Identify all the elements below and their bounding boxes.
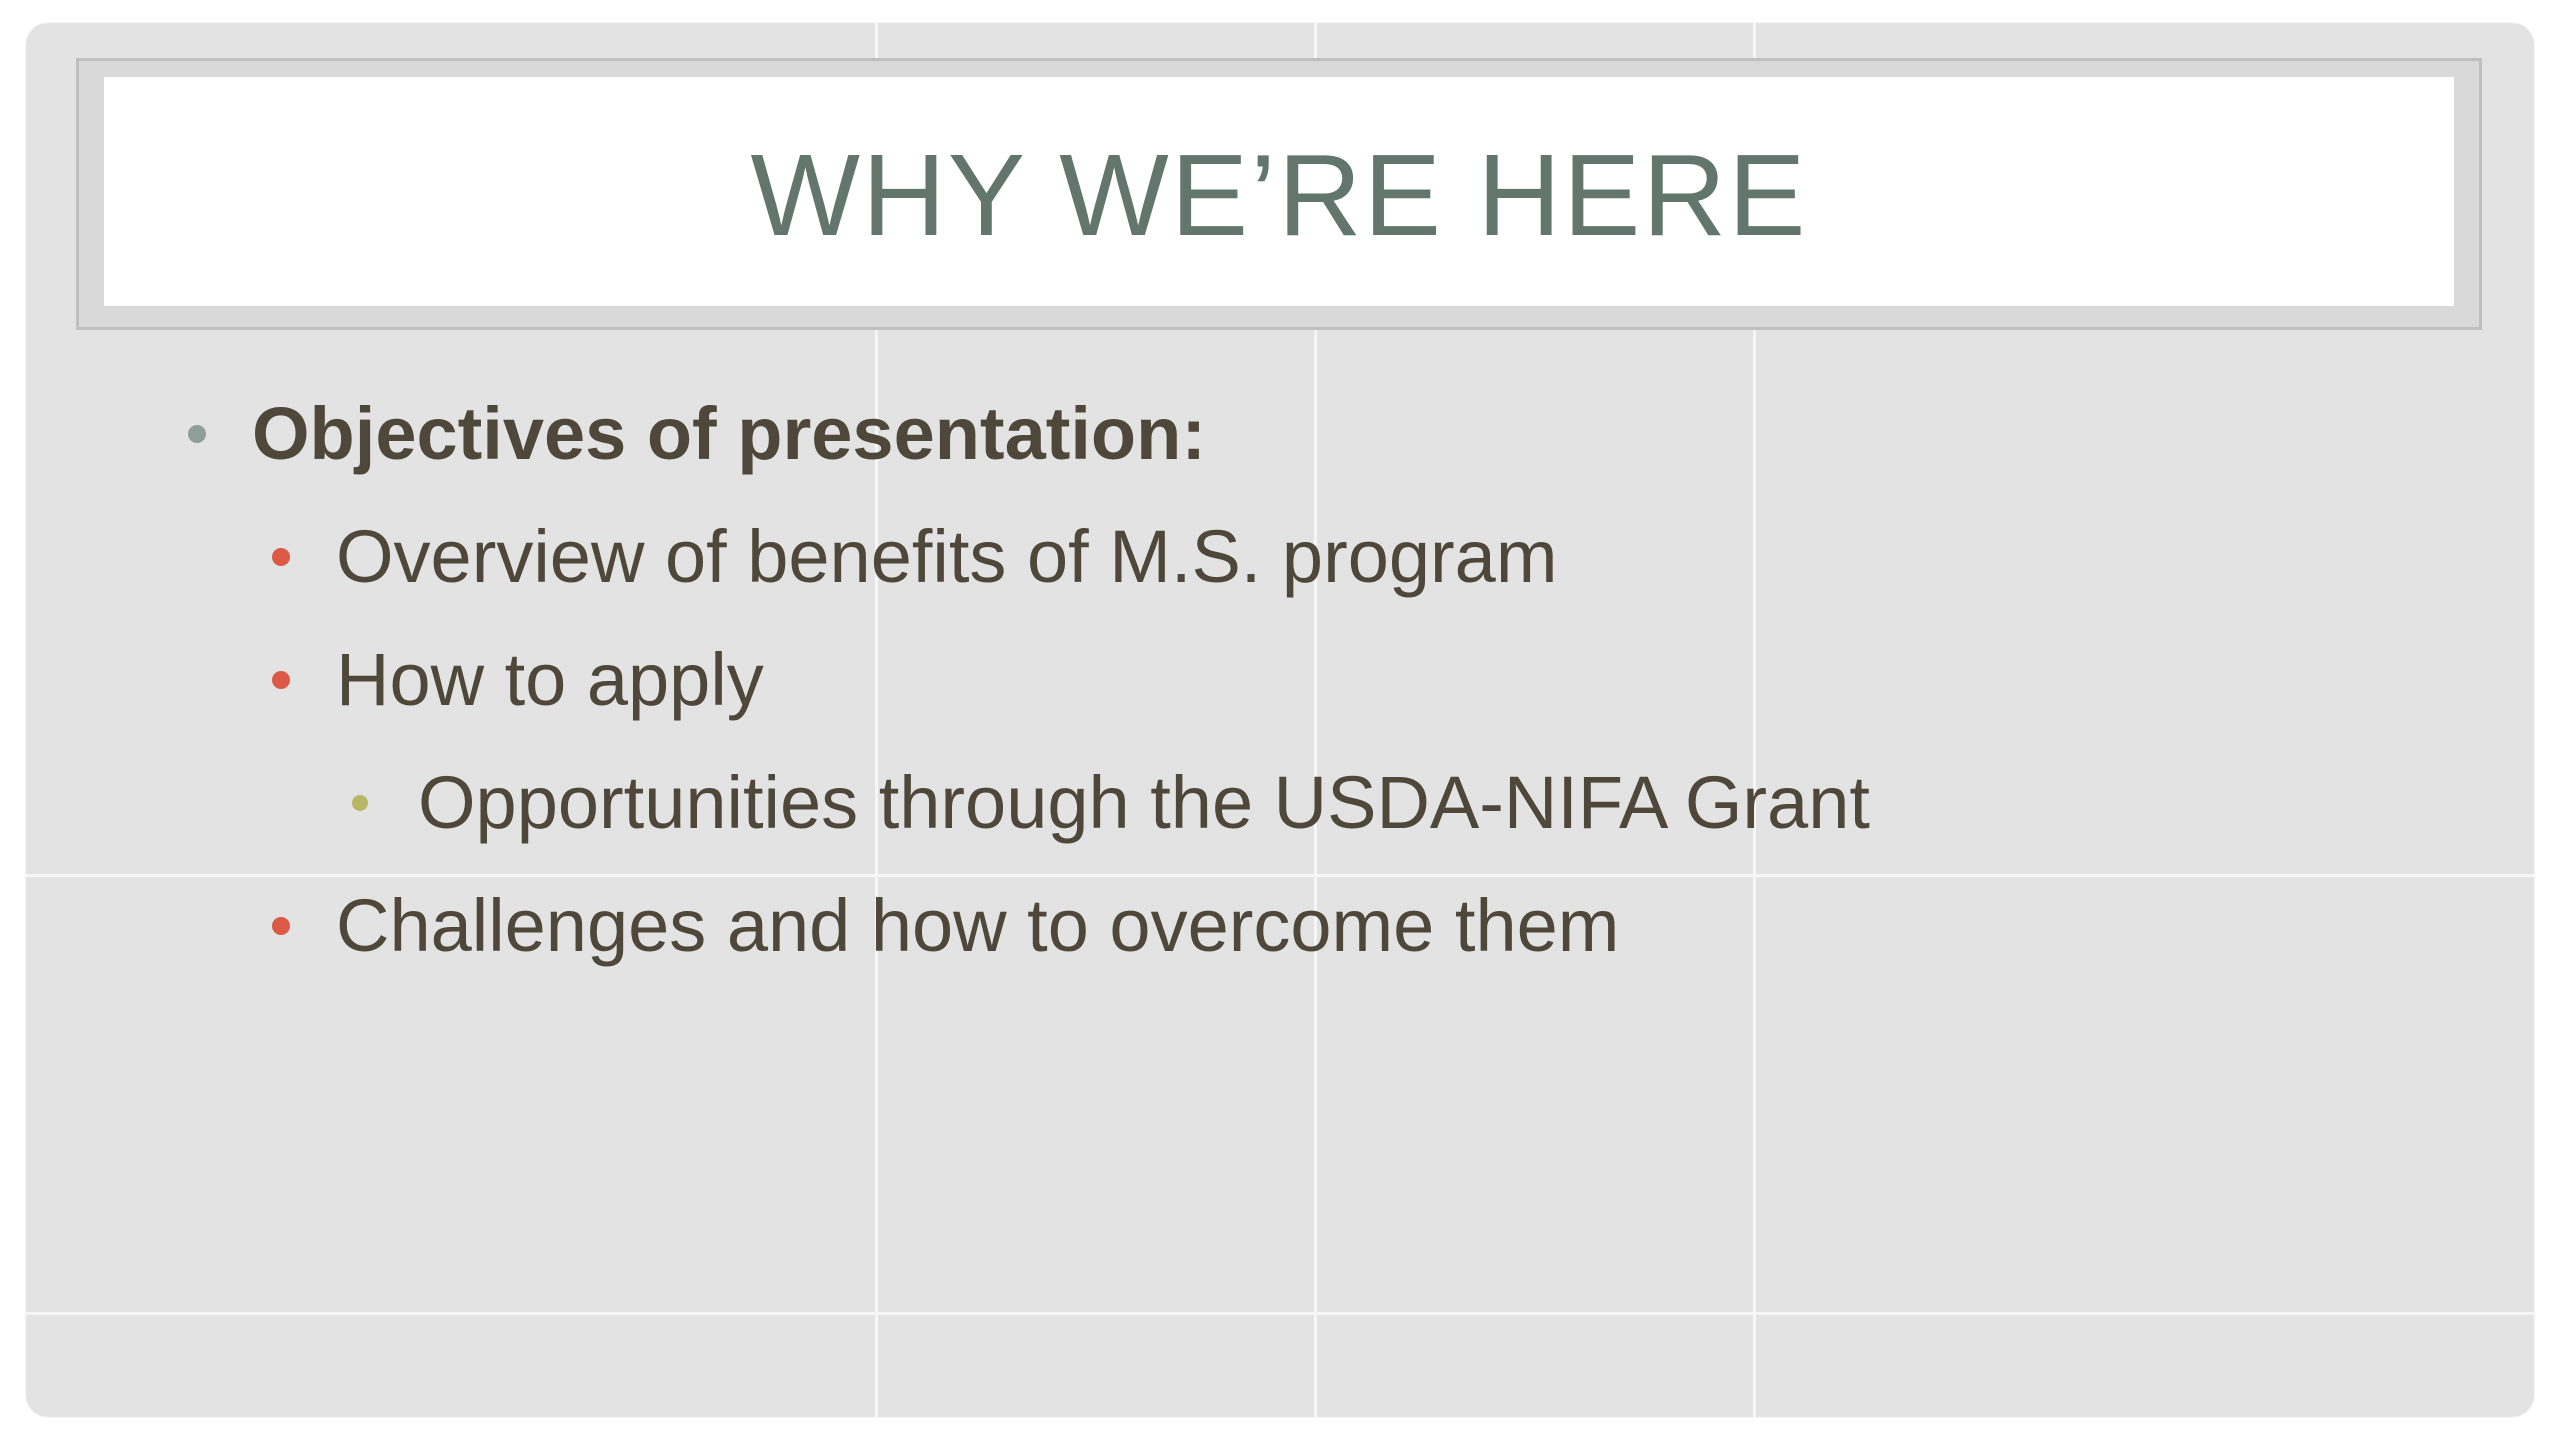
bullet-dot-icon (272, 671, 290, 689)
content-placeholder[interactable] (26, 23, 2534, 1417)
bullet-dot-icon (272, 548, 290, 566)
bullet-item (272, 514, 1557, 599)
slide (26, 23, 2534, 1417)
bullet-item (272, 637, 764, 722)
bullet-text: Overview of benefits of M.S. program (336, 515, 1558, 598)
bullet-dot-icon (272, 917, 290, 935)
bullet-text: Challenges and how to overcome them (336, 884, 1620, 967)
bullet-text: Opportunities through the USDA-NIFA Grant (418, 761, 1870, 844)
bullet-dot-icon (352, 795, 368, 811)
bullet-text: How to apply (336, 638, 764, 721)
bullet-text: Objectives of presentation: (252, 392, 1206, 475)
slide-title: WHY WE’RE HERE (750, 129, 1808, 260)
bullet-item (188, 391, 1206, 476)
bullet-dot-icon (188, 425, 206, 443)
bullet-item (272, 883, 1619, 968)
bullet-item (352, 760, 1870, 845)
